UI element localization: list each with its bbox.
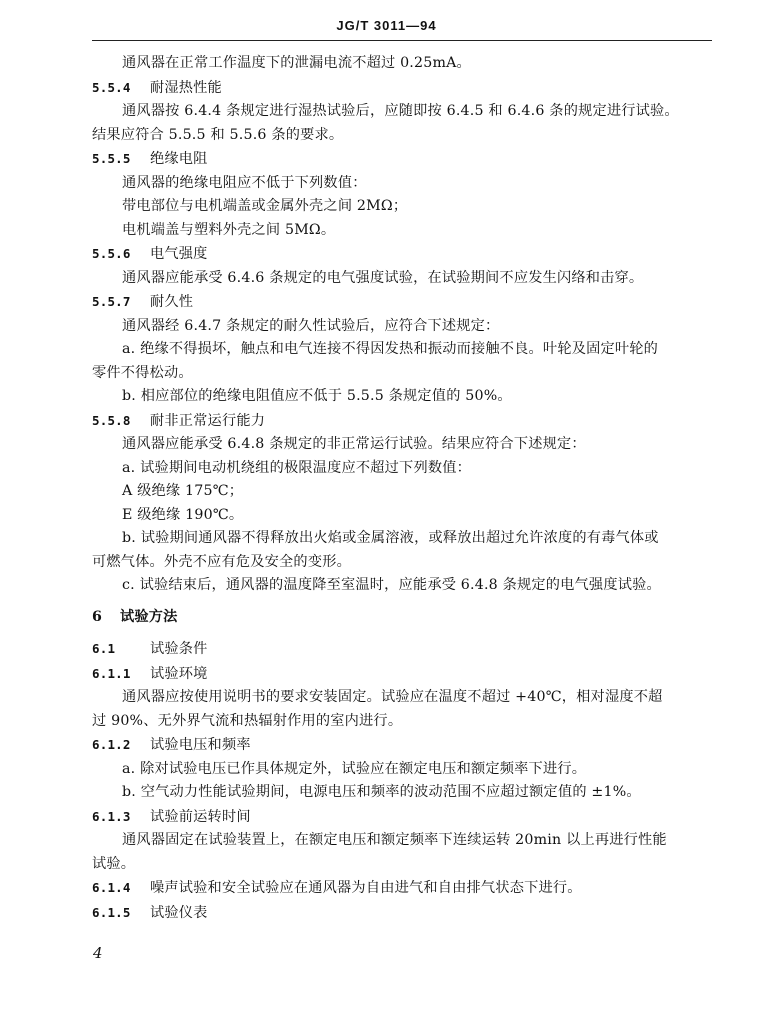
clause-number: 5.5.7: [92, 294, 131, 309]
paragraph-line: [92, 172, 722, 196]
clause-title: 耐湿热性能: [150, 79, 222, 96]
clause-title: 电气强度: [150, 246, 208, 262]
clause-title: 试验方法: [120, 608, 178, 625]
paragraph-line: [92, 385, 722, 409]
line-text: 通风器在正常工作温度下的泄漏电流不超过 0.25mA。: [122, 55, 471, 71]
paragraph-line: [92, 124, 722, 148]
paragraph-line: [92, 52, 722, 76]
clause-heading: [92, 290, 722, 315]
standard-code-header: JG/T 3011—94: [336, 18, 437, 33]
page-number: 4: [93, 944, 103, 962]
paragraph-line: [92, 315, 722, 339]
clause-number: 6.1.5: [92, 904, 131, 920]
paragraph-line: [92, 829, 722, 853]
line-text: 电机端盖与塑料外壳之间 5MΩ。: [122, 221, 336, 238]
clause-heading: [92, 876, 722, 901]
paragraph-line: [92, 686, 722, 710]
clause-number: 6.1.3: [92, 808, 131, 824]
clause-heading: [92, 805, 722, 830]
line-text: 结果应符合 5.5.5 和 5.5.6 条的要求。: [92, 126, 344, 143]
clause-number: 5.5.5: [92, 151, 131, 166]
clause-title: 试验前运转时间: [150, 808, 251, 825]
clause-number: 6.1.1: [92, 665, 131, 681]
paragraph-line: [92, 710, 722, 734]
paragraph-line: [92, 574, 722, 598]
line-text: 通风器的绝缘电阻应不低于下列数值：: [122, 174, 367, 191]
line-text: 可燃气体。外壳不应有危及安全的变形。: [92, 553, 351, 570]
paragraph-line: [92, 433, 722, 457]
paragraph-line: [92, 781, 722, 805]
line-text: E 级绝缘 190℃。: [122, 506, 244, 523]
paragraph-line: [92, 551, 722, 575]
clause-heading: [92, 76, 722, 101]
line-text: b. 相应部位的绝缘电阻值应不低于 5.5.5 条规定值的 50%。: [122, 388, 512, 404]
line-text: 通风器经 6.4.7 条规定的耐久性试验后，应符合下述规定：: [122, 317, 500, 334]
header-rule: [92, 40, 712, 41]
clause-title: 试验条件: [150, 641, 208, 657]
clause-number: 6.1.2: [92, 737, 131, 752]
clause-title: 噪声试验和安全试验应在通风器为自由进气和自由排气状态下进行。: [150, 880, 582, 896]
clause-title: 绝缘电阻: [150, 151, 208, 167]
clause-title: 耐非正常运行能力: [150, 412, 266, 429]
clause-number: 6.1: [92, 641, 116, 656]
clause-number: 5.5.6: [92, 246, 131, 261]
line-text: 零件不得松动。: [92, 364, 193, 381]
line-text: A 级绝缘 175℃；: [122, 483, 244, 499]
clause-heading: [92, 901, 722, 926]
paragraph-line: [92, 853, 722, 877]
clause-number: 5.5.4: [92, 79, 131, 95]
line-text: a. 除对试验电压已作具体规定外，试验应在额定电压和额定频率下进行。: [122, 760, 587, 777]
clause-number: 6.1.4: [92, 880, 131, 895]
clause-number: 5.5.8: [92, 412, 131, 428]
line-text: 通风器应能承受 6.4.6 条规定的电气强度试验，在试验期间不应发生闪络和击穿。: [122, 269, 644, 286]
paragraph-line: [92, 480, 722, 504]
clause-heading: [92, 242, 722, 267]
line-text: c. 试验结束后，通风器的温度降至室温时，应能承受 6.4.8 条规定的电气强度试验。: [122, 577, 661, 593]
paragraph-line: [92, 100, 722, 124]
clause-title: 耐久性: [150, 294, 194, 310]
paragraph-line: [92, 527, 722, 551]
paragraph-line: [92, 219, 722, 243]
paragraph-line: [92, 504, 722, 528]
line-text: 通风器按 6.4.4 条规定进行湿热试验后，应随即按 6.4.5 和 6.4.6 条的规定进行试验。: [122, 103, 679, 119]
paragraph-line: [92, 758, 722, 782]
line-text: 过 90%、无外界气流和热辐射作用的室内进行。: [92, 712, 403, 729]
clause-heading: [92, 733, 722, 758]
clause-heading: [92, 147, 722, 172]
clause-heading: [92, 662, 722, 687]
line-text: b. 试验期间通风器不得释放出火焰或金属溶液，或释放出超过允许浓度的有毒气体或: [122, 530, 659, 546]
clause-title: 试验电压和频率: [150, 737, 251, 753]
clause-number: 6: [92, 608, 103, 625]
line-text: 试验。: [92, 855, 136, 872]
line-text: 通风器应按使用说明书的要求安装固定。试验应在温度不超过 +40℃，相对湿度不超: [122, 689, 663, 705]
paragraph-line: [92, 195, 722, 219]
line-text: 通风器固定在试验装置上，在额定电压和额定频率下连续运转 20min 以上再进行性能: [122, 832, 667, 848]
paragraph-line: [92, 267, 722, 291]
clause-heading: [92, 409, 722, 434]
paragraph-line: [92, 338, 722, 362]
document-body: [92, 52, 722, 925]
line-text: a. 绝缘不得损坏，触点和电气连接不得因发热和振动而接触不良。叶轮及固定叶轮的: [122, 341, 659, 357]
section-heading: [92, 606, 722, 630]
clause-heading: [92, 637, 722, 662]
clause-title: 试验环境: [150, 665, 208, 682]
line-text: a. 试验期间电动机绕组的极限温度应不超过下列数值：: [122, 459, 471, 476]
line-text: 通风器应能承受 6.4.8 条规定的非正常运行试验。结果应符合下述规定：: [122, 436, 586, 452]
paragraph-line: [92, 362, 722, 386]
clause-title: 试验仪表: [150, 904, 208, 921]
line-text: b. 空气动力性能试验期间，电源电压和频率的波动范围不应超过额定值的 ±1%。: [122, 784, 641, 800]
paragraph-line: [92, 457, 722, 481]
line-text: 带电部位与电机端盖或金属外壳之间 2MΩ；: [122, 198, 408, 214]
